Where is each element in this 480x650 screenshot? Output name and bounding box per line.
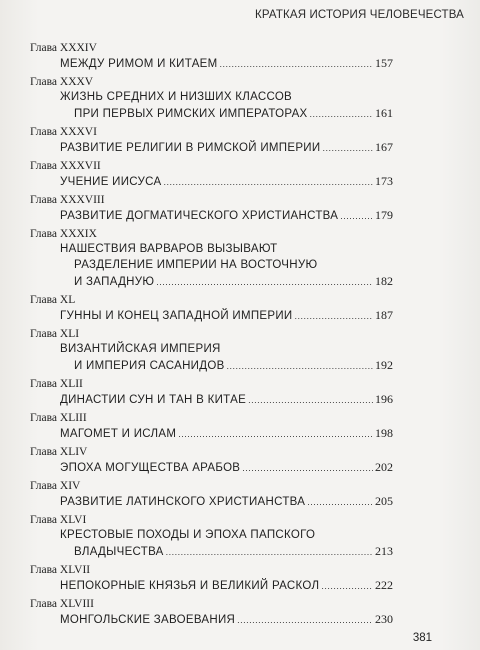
chapter-title-text: ЖИЗНЬ СРЕДНИХ И НИЗШИХ КЛАССОВ <box>60 91 293 103</box>
chapter-title-text: ЭПОХА МОГУЩЕСТВА АРАБОВ <box>60 462 241 474</box>
chapter-title-text: РАЗДЕЛЕНИЕ ИМПЕРИИ НА ВОСТОЧНУЮ <box>74 259 318 271</box>
chapter-page-number: 222 <box>375 578 393 592</box>
chapter-title-text: И ЗАПАДНУЮ <box>74 276 155 288</box>
dot-leader <box>310 106 373 122</box>
chapter-title <box>30 307 393 324</box>
chapter-page-number: 182 <box>375 274 393 288</box>
chapter-title-text: НАШЕСТВИЯ ВАРВАРОВ ВЫЗЫВАЮТ <box>60 243 278 255</box>
toc-chapter <box>30 513 393 560</box>
chapter-label: Глава XXXVI <box>30 126 97 138</box>
chapter-title-line <box>30 139 393 156</box>
dot-leader <box>166 544 373 560</box>
toc-chapter <box>30 377 393 408</box>
chapter-page-number: 202 <box>375 460 393 474</box>
chapter-page-number: 173 <box>375 174 393 188</box>
chapter-title <box>30 241 393 290</box>
toc-chapter <box>30 75 393 122</box>
chapter-title-text: МАГОМЕТ И ИСЛАМ <box>60 428 177 440</box>
chapter-title-text: РАЗВИТИЕ ДОГМАТИЧЕСКОГО ХРИСТИАНСТВА <box>60 210 339 222</box>
chapter-title <box>30 341 393 374</box>
chapter-title-line <box>30 241 393 257</box>
chapter-title <box>30 611 393 628</box>
chapter-label: Глава XLI <box>30 328 80 340</box>
dot-leader <box>227 358 373 374</box>
chapter-title <box>30 173 393 190</box>
chapter-title-text: И ИМПЕРИЯ САСАНИДОВ <box>74 360 225 372</box>
chapter-title-line <box>30 105 393 122</box>
chapter-title-line <box>30 459 393 476</box>
chapter-page-number: 196 <box>375 392 393 406</box>
chapter-page-number: 157 <box>375 56 393 70</box>
chapter-label: Глава XXXVII <box>30 160 101 172</box>
toc-chapter <box>30 159 393 190</box>
chapter-label: Глава XLIII <box>30 412 87 424</box>
chapter-title-line <box>30 89 393 105</box>
chapter-label: Глава XLII <box>30 378 83 390</box>
chapter-title-line <box>30 493 393 510</box>
toc-chapter <box>30 125 393 156</box>
chapter-page-number: 198 <box>375 426 393 440</box>
chapter-title-line <box>30 611 393 628</box>
chapter-title-line <box>30 307 393 324</box>
chapter-title <box>30 391 393 408</box>
chapter-title <box>30 89 393 122</box>
toc-chapter <box>30 597 393 628</box>
dot-leader <box>242 460 373 476</box>
chapter-title-line <box>30 173 393 190</box>
chapter-page-number: 187 <box>375 308 393 322</box>
chapter-title-line <box>30 391 393 408</box>
chapter-label: Глава XXXVIII <box>30 194 105 206</box>
chapter-title-text: МОНГОЛЬСКИЕ ЗАВОЕВАНИЯ <box>60 614 236 626</box>
chapter-title-text: РАЗВИТИЕ РЕЛИГИИ В РИМСКОЙ ИМПЕРИИ <box>60 142 321 154</box>
chapter-label: Глава XXXV <box>30 76 94 88</box>
chapter-title <box>30 459 393 476</box>
toc-chapter <box>30 411 393 442</box>
dot-leader <box>321 578 373 594</box>
dot-leader <box>156 274 373 290</box>
chapter-title-text: КРЕСТОВЫЕ ПОХОДЫ И ЭПОХА ПАПСКОГО <box>60 529 316 541</box>
dot-leader <box>340 208 373 224</box>
chapter-title-text: УЧЕНИЕ ИИСУСА <box>60 176 162 188</box>
chapter-page-number: 192 <box>375 358 393 372</box>
chapter-page-number: 161 <box>375 106 393 120</box>
chapter-title-text: ВЛАДЫЧЕСТВА <box>74 546 164 558</box>
chapter-title-line <box>30 55 393 72</box>
chapter-label: Глава XL <box>30 294 76 306</box>
chapter-label: Глава XIV <box>30 480 81 492</box>
chapter-title <box>30 527 393 560</box>
chapter-label: Глава XLVI <box>30 514 87 526</box>
chapter-title <box>30 55 393 72</box>
chapter-title-line <box>30 273 393 290</box>
dot-leader <box>307 494 373 510</box>
dot-leader <box>237 612 373 628</box>
chapter-title-text: ДИНАСТИИ СУН И ТАН В КИТАЕ <box>60 394 247 406</box>
chapter-title-text: ПРИ ПЕРВЫХ РИМСКИХ ИМПЕРАТОРАХ <box>74 108 308 120</box>
chapter-title <box>30 577 393 594</box>
dot-leader <box>322 140 373 156</box>
chapter-title-line <box>30 341 393 357</box>
chapter-title-text: ВИЗАНТИЙСКАЯ ИМПЕРИЯ <box>60 343 221 355</box>
dot-leader <box>220 56 373 72</box>
chapter-label: Глава XLIV <box>30 446 88 458</box>
dot-leader <box>163 174 373 190</box>
chapter-title-line <box>30 425 393 442</box>
chapter-title-text: НЕПОКОРНЫЕ КНЯЗЬЯ И ВЕЛИКИЙ РАСКОЛ <box>60 580 320 592</box>
running-head: КРАТКАЯ ИСТОРИЯ ЧЕЛОВЕЧЕСТВА <box>255 9 464 21</box>
toc-chapter <box>30 445 393 476</box>
table-of-contents <box>30 41 393 631</box>
toc-chapter <box>30 227 393 290</box>
chapter-title-line <box>30 357 393 374</box>
chapter-title <box>30 139 393 156</box>
dot-leader <box>294 308 373 324</box>
toc-chapter <box>30 193 393 224</box>
dot-leader <box>248 392 373 408</box>
toc-chapter <box>30 479 393 510</box>
chapter-page-number: 213 <box>375 544 393 558</box>
chapter-title-text: ГУННЫ И КОНЕЦ ЗАПАДНОЙ ИМПЕРИИ <box>60 310 293 322</box>
chapter-page-number: 179 <box>375 208 393 222</box>
page-number: 381 <box>412 632 432 644</box>
toc-chapter <box>30 327 393 374</box>
chapter-title-line <box>30 257 393 273</box>
chapter-page-number: 230 <box>375 612 393 626</box>
chapter-title <box>30 207 393 224</box>
chapter-label: Глава XXXIX <box>30 228 97 240</box>
chapter-page-number: 167 <box>375 140 393 154</box>
chapter-label: Глава XLVIII <box>30 598 94 610</box>
chapter-title-line <box>30 207 393 224</box>
chapter-page-number: 205 <box>375 494 393 508</box>
chapter-title-text: РАЗВИТИЕ ЛАТИНСКОГО ХРИСТИАНСТВА <box>60 496 306 508</box>
chapter-title-line <box>30 527 393 543</box>
toc-chapter <box>30 563 393 594</box>
chapter-label: Глава XXXIV <box>30 42 97 54</box>
chapter-title-line <box>30 543 393 560</box>
dot-leader <box>178 426 373 442</box>
chapter-title <box>30 493 393 510</box>
toc-chapter <box>30 293 393 324</box>
chapter-title-line <box>30 577 393 594</box>
toc-chapter <box>30 41 393 72</box>
chapter-label: Глава XLVII <box>30 564 91 576</box>
chapter-title-text: МЕЖДУ РИМОМ И КИТАЕМ <box>60 58 218 70</box>
chapter-title <box>30 425 393 442</box>
